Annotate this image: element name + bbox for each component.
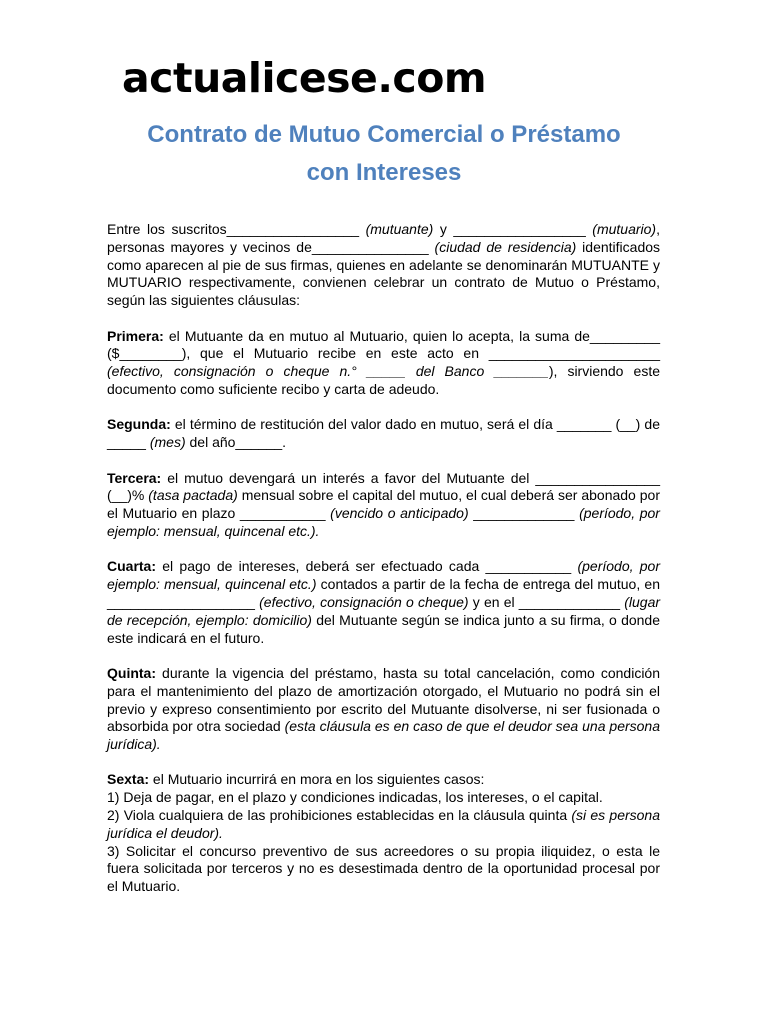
clause-text: del Mutuante según se indica junto a su firma, o donde este indicará en el futuro.	[107, 611, 661, 646]
clause-italic: (tasa pactada)	[148, 487, 238, 504]
clause-text: del año______.	[185, 434, 287, 451]
clause-italic: (mes)	[149, 434, 186, 451]
clause-italic: (efectivo, consignación o cheque n.° _____ del Banco _______	[107, 363, 549, 380]
clause-quinta	[107, 665, 660, 754]
clause-sexta	[107, 771, 660, 896]
clause-italic: (período, por ejemplo: mensual, quincenal etc.).	[107, 505, 660, 539]
clause-text: y en el _____________	[468, 593, 625, 610]
clause-text: el Mutuante da en mutuo al Mutuario, quien lo acepta, la suma de_________ ($________), que el Mutuario recibe en este acto en ______________________	[107, 327, 660, 362]
clause-tercera	[107, 470, 660, 541]
sexta-intro	[107, 771, 660, 789]
clause-italic: (si es persona jurídica el deudor).	[107, 807, 660, 841]
intro-text-3: , personas mayores y vecinos de_______________	[107, 221, 660, 255]
clause-label: Cuarta:	[107, 558, 157, 575]
clause-text: el Mutuario incurrirá en mora en los siguientes casos:	[149, 771, 485, 788]
sexta-item-2	[107, 807, 660, 843]
clause-text: contados a partir de la fecha de entrega del mutuo, en ___________________	[107, 576, 660, 610]
intro-italic-3: (ciudad de residencia)	[434, 238, 577, 255]
clause-segunda	[107, 416, 660, 452]
clause-italic: (esta cláusula es en caso de que el deudor sea una persona jurídica).	[107, 718, 660, 753]
clause-italic: (período, por ejemplo: mensual, quincenal etc.)	[107, 558, 660, 593]
intro-italic-1: (mutuante)	[365, 221, 434, 237]
document-title	[80, 116, 688, 192]
clause-text: el pago de intereses, deberá ser efectuado cada ___________	[156, 558, 578, 575]
clause-text: ), sirviendo este documento como suficiente recibo y carta de adeudo.	[107, 363, 660, 397]
clause-text: 2) Viola cualquiera de las prohibiciones establecidas en la cláusula quinta	[107, 807, 572, 824]
clause-text: el término de restitución del valor dado en mutuo, será el día _______ (__) de _____	[107, 416, 660, 451]
sexta-item-3: 3) Solicitar el concurso preventivo de sus acreedores o su propia iliquidez, o esta le fuera solicitada por terceros y no es desestimada dentro de la oportunidad procesal por el Mutuario.	[107, 842, 660, 895]
clause-label: Sexta:	[107, 771, 150, 788]
clause-label: Segunda:	[107, 416, 171, 433]
site-logo: actualicese.com	[122, 54, 487, 102]
clause-text: durante la vigencia del préstamo, hasta su total cancelación, como condición para el mantenimiento del plazo de amortización otorgado, el Mutuario no podrá sin el previo y expreso consentimiento por escrito del Mutuante disolverse, ni ser fusionada o absorbida por otra sociedad	[107, 664, 660, 735]
title-line-2: con Intereses	[306, 159, 462, 186]
sexta-item-1: 1) Deja de pagar, en el plazo y condiciones indicadas, los intereses, o el capital.	[107, 789, 603, 806]
intro-paragraph	[107, 221, 660, 310]
contract-body	[107, 221, 660, 896]
clause-label: Primera:	[107, 327, 164, 344]
clause-label: Tercera:	[107, 469, 162, 486]
clause-cuarta	[107, 558, 660, 647]
clause-text: _____________	[468, 505, 580, 522]
clause-italic: (lugar de recepción, ejemplo: domicilio)	[107, 593, 661, 628]
clause-text: el mutuo devengará un interés a favor del Mutuante del ________________ (__)%	[107, 469, 660, 504]
intro-italic-2: (mutuario)	[592, 221, 657, 237]
intro-text-1: Entre los suscritos_________________	[107, 221, 366, 237]
clause-primera	[107, 328, 660, 399]
clause-label: Quinta:	[107, 664, 156, 681]
intro-text-2: y _________________	[433, 221, 593, 237]
intro-text-4: identificados como aparecen al pie de sus firmas, quienes en adelante se denominarán MUTUANTE y MUTUARIO respectivamente, convienen celebrar un contrato de Mutuo o Préstamo, según las siguientes cláusulas:	[107, 238, 661, 309]
clause-text: mensual sobre el capital del mutuo, el cual deberá ser abonado por el Mutuario en plazo ___________	[107, 487, 660, 522]
title-line-1: Contrato de Mutuo Comercial o Préstamo	[147, 121, 621, 148]
clause-italic: (efectivo, consignación o cheque)	[259, 593, 469, 610]
clause-italic: (vencido o anticipado)	[330, 505, 469, 522]
